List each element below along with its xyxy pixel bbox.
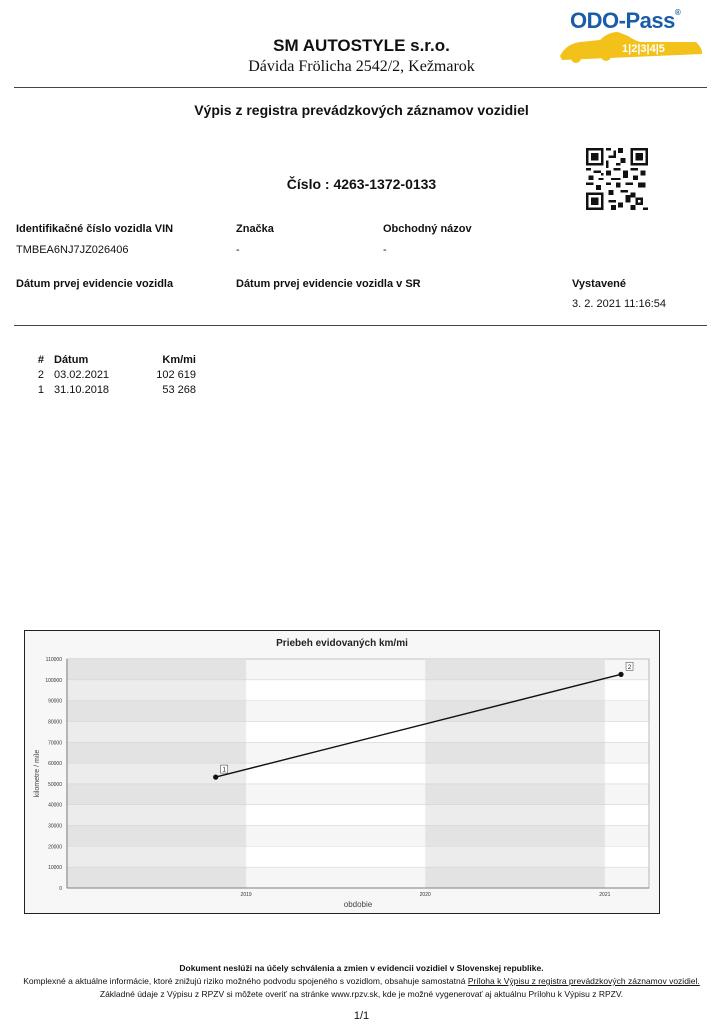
y-tick-label: 20000	[48, 844, 62, 851]
y-tick-label: 10000	[48, 865, 62, 872]
qr-code	[586, 148, 648, 210]
company-name: SM AUTOSTYLE s.r.o.	[273, 36, 450, 55]
header-divider	[14, 87, 707, 88]
x-tick-label: 2021	[599, 892, 611, 898]
logo-text: ODO-Pass	[570, 8, 675, 33]
y-tick-label: 100000	[45, 677, 62, 684]
y-tick-label: 30000	[48, 823, 62, 830]
row-band	[67, 826, 649, 847]
y-tick-label: 0	[59, 886, 62, 892]
header-km: Km/mi	[162, 354, 196, 366]
y-tick-label: 90000	[48, 698, 62, 705]
footer-disclaimer: Dokument neslúži na účely schválenia a zmien v evidencii vozidiel v Slovenskej republike.	[179, 963, 544, 973]
row-band	[67, 784, 649, 805]
brand-value: -	[236, 244, 240, 256]
year-band	[67, 659, 246, 888]
issued-label: Vystavené	[572, 278, 627, 290]
y-tick-label: 110000	[45, 657, 62, 663]
row-km: 53 268	[162, 384, 196, 396]
y-axis-label: kilometre / míle	[34, 749, 41, 798]
first-registration-label: Dátum prvej evidencie vozidla	[16, 278, 174, 290]
point-label: 2	[627, 664, 632, 671]
info-divider	[14, 325, 707, 326]
row-index: 2	[37, 369, 44, 381]
logo-trademark: ®	[674, 8, 681, 17]
y-tick-label: 60000	[48, 761, 62, 768]
row-band	[67, 659, 649, 680]
page-number: 1/1	[353, 1010, 370, 1022]
vin-label: Identifikačné číslo vozidla VIN	[16, 223, 174, 235]
data-point	[618, 672, 623, 677]
header-date: Dátum	[54, 354, 89, 366]
y-tick-label: 50000	[48, 781, 62, 788]
issued-value: 3. 2. 2021 11:16:54	[572, 298, 666, 310]
logo-strip: 1|2|3|4|5	[622, 43, 665, 55]
attachment-link[interactable]: Príloha k Výpisu z registra prevádzkových záznamov vozidiel.	[467, 976, 700, 986]
mileage-chart-svg	[25, 631, 659, 913]
row-km: 102 619	[156, 369, 196, 381]
row-band	[67, 701, 649, 722]
footer-verify: Základné údaje z Výpisu z RPZV si môžete overiť na stránke www.rpzv.sk, kde je možné vygenerovať aj aktuálnu Prílohu k Výpisu z RPZV.	[99, 989, 624, 999]
logo-car-icon	[556, 8, 706, 72]
x-tick-label: 2019	[240, 892, 252, 898]
first-registration-sr-label: Dátum prvej evidencie vozidla v SR	[236, 278, 421, 290]
data-point	[213, 775, 218, 780]
vin-value: TMBEA6NJ7JZ026406	[16, 244, 129, 256]
row-index: 1	[37, 384, 44, 396]
row-band	[67, 742, 649, 763]
chart-title: Priebeh evidovaných km/mi	[276, 638, 408, 649]
y-tick-label: 80000	[48, 719, 62, 726]
y-tick-label: 70000	[48, 740, 62, 747]
row-date: 03.02.2021	[54, 369, 110, 381]
x-axis-label: obdobie	[343, 900, 373, 909]
year-band	[425, 659, 605, 888]
mileage-chart	[24, 630, 660, 914]
company-address: Dávida Frölicha 2542/2, Kežmarok	[248, 58, 475, 75]
row-date: 31.10.2018	[54, 384, 110, 396]
document-title: Výpis z registra prevádzkových záznamov vozidiel	[194, 102, 529, 118]
x-tick-label: 2020	[419, 892, 431, 898]
footer-info-text: Komplexné a aktuálne informácie, ktoré znižujú riziko možného podvodu spojeného s vozidlom, obsahuje samostatná	[23, 976, 468, 986]
trade-name-label: Obchodný názov	[383, 223, 472, 235]
trade-name-value: -	[383, 244, 387, 256]
point-label: 1	[222, 767, 226, 774]
y-tick-label: 40000	[48, 802, 62, 809]
odo-pass-logo	[556, 8, 706, 72]
document-number: Číslo : 4263-1372-0133	[286, 176, 437, 192]
brand-label: Značka	[236, 223, 274, 235]
header-index: #	[37, 354, 44, 366]
footer-info	[0, 976, 723, 986]
row-band	[67, 867, 649, 888]
